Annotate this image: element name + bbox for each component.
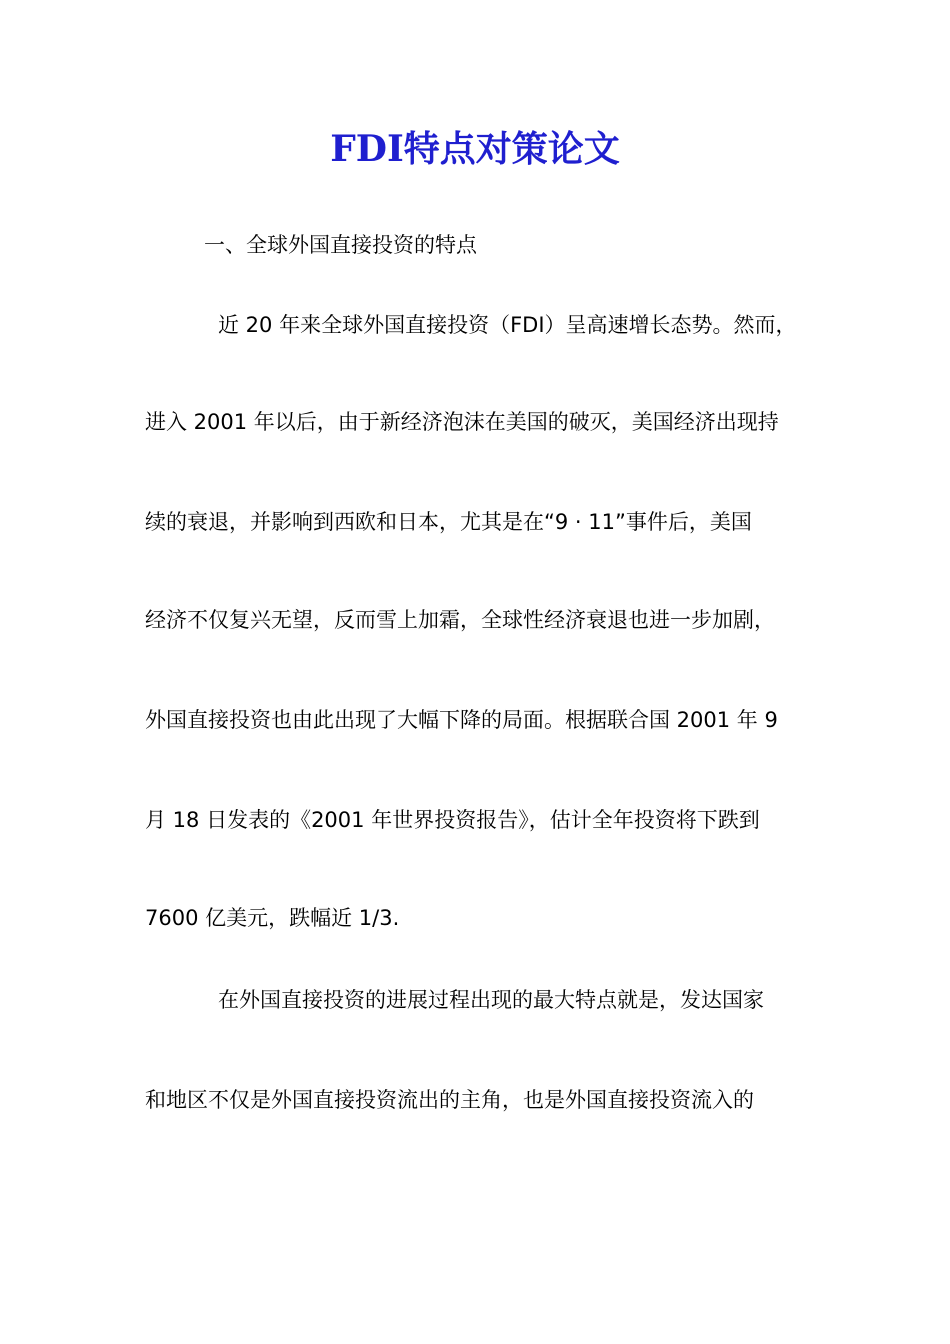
paragraph-2-line-2: 和地区不仅是外国直接投资流出的主角，也是外国直接投资流入的 [145, 1088, 754, 1112]
paragraph-1-line-3: 续的衰退，并影响到西欧和日本，尤其是在“9 · 11”事件后，美国 [145, 510, 752, 534]
paragraph-1-line-2: 进入 2001 年以后，由于新经济泡沫在美国的破灭，美国经济出现持 [145, 410, 779, 434]
paragraph-1-line-4: 经济不仅复兴无望，反而雪上加霜，全球性经济衰退也进一步加剧， [145, 608, 775, 632]
section-heading: 一、全球外国直接投资的特点 [204, 233, 477, 257]
paragraph-1-line-1: 近 20 年来全球外国直接投资（FDI）呈高速增长态势。然而， [218, 313, 797, 337]
paragraph-2-line-1: 在外国直接投资的进展过程出现的最大特点就是，发达国家 [218, 988, 764, 1012]
paragraph-1-line-5: 外国直接投资也由此出现了大幅下降的局面。根据联合国 2001 年 9 [145, 708, 778, 732]
paragraph-1-line-6: 月 18 日发表的《2001 年世界投资报告》，估计全年投资将下跌到 [145, 808, 760, 832]
paragraph-1-line-7: 7600 亿美元，跌幅近 1/3. [145, 906, 400, 930]
document-title: FDI特点对策论文 [330, 128, 620, 170]
